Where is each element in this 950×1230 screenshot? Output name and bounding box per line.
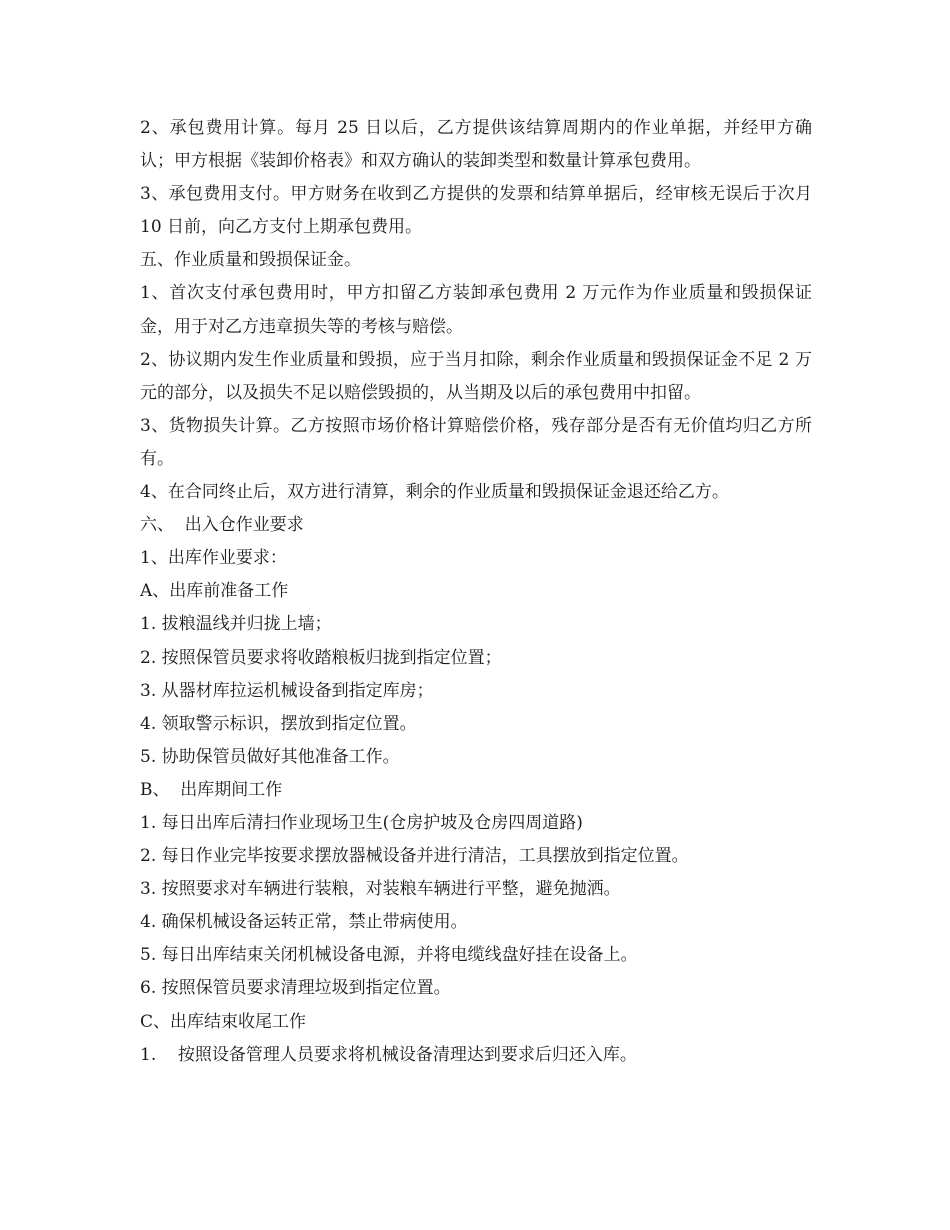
section-heading-warehouse-requirements: 六、 出入仓作业要求 (140, 515, 304, 536)
subheading-preparation: A、出库前准备工作 (140, 581, 289, 602)
list-item: 2. 按照保管员要求将收踏粮板归拢到指定位置； (140, 647, 502, 668)
paragraph-deposit-withhold: 1、首次支付承包费用时，甲方扣留乙方装卸承包费用 2 万元作为作业质量和毁损保证金，用于对乙方违章损失等的考核与赔偿。 (140, 283, 812, 337)
list-item: 4. 确保机械设备运转正常，禁止带病使用。 (140, 912, 468, 933)
subheading-outbound-requirements: 1、出库作业要求： (140, 548, 287, 569)
list-item: 2. 每日作业完毕按要求摆放器械设备并进行清洁，工具摆放到指定位置。 (140, 846, 689, 867)
list-item: 5. 每日出库结束关闭机械设备电源，并将电缆线盘好挂在设备上。 (140, 945, 638, 966)
document-body (140, 112, 818, 1072)
subheading-closing-work: C、出库结束收尾工作 (140, 1011, 307, 1032)
list-item: 6. 按照保管员要求清理垃圾到指定位置。 (140, 978, 451, 999)
list-item: 1. 每日出库后清扫作业现场卫生(仓房护坡及仓房四周道路) (140, 812, 583, 833)
list-item: 1. 按照设备管理人员要求将机械设备清理达到要求后归还入库。 (140, 1044, 637, 1065)
list-item: 3. 从器材库拉运机械设备到指定库房； (140, 680, 434, 701)
paragraph-loss-calculation: 3、货物损失计算。乙方按照市场价格计算赔偿价格，残存部分是否有无价值均归乙方所有。 (140, 415, 812, 469)
list-item: 4. 领取警示标识，摆放到指定位置。 (140, 713, 417, 734)
paragraph-fee-payment: 3、承包费用支付。甲方财务在收到乙方提供的发票和结算单据后，经审核无误后于次月 10 日前，向乙方支付上期承包费用。 (140, 184, 818, 238)
paragraph-fee-calculation: 2、承包费用计算。每月 25 日以后，乙方提供该结算周期内的作业单据，并经甲方确认；甲方根据《装卸价格表》和双方确认的装卸类型和数量计算承包费用。 (140, 118, 812, 172)
list-item: 5. 协助保管员做好其他准备工作。 (140, 746, 400, 767)
list-item: 3. 按照要求对车辆进行装粮，对装粮车辆进行平整，避免抛洒。 (140, 879, 621, 900)
list-item: 1. 拔粮温线并归拢上墙； (140, 614, 332, 635)
paragraph-deposit-deduction: 2、协议期内发生作业质量和毁损，应于当月扣除，剩余作业质量和毁损保证金不足 2 万元的部分，以及损失不足以赔偿毁损的，从当期及以后的承包费用中扣留。 (140, 349, 812, 403)
section-heading-quality-deposit: 五、作业质量和毁损保证金。 (140, 250, 361, 271)
subheading-during-outbound: B、 出库期间工作 (140, 779, 283, 800)
paragraph-settlement: 4、在合同终止后，双方进行清算，剩余的作业质量和毁损保证金退还给乙方。 (140, 482, 729, 503)
